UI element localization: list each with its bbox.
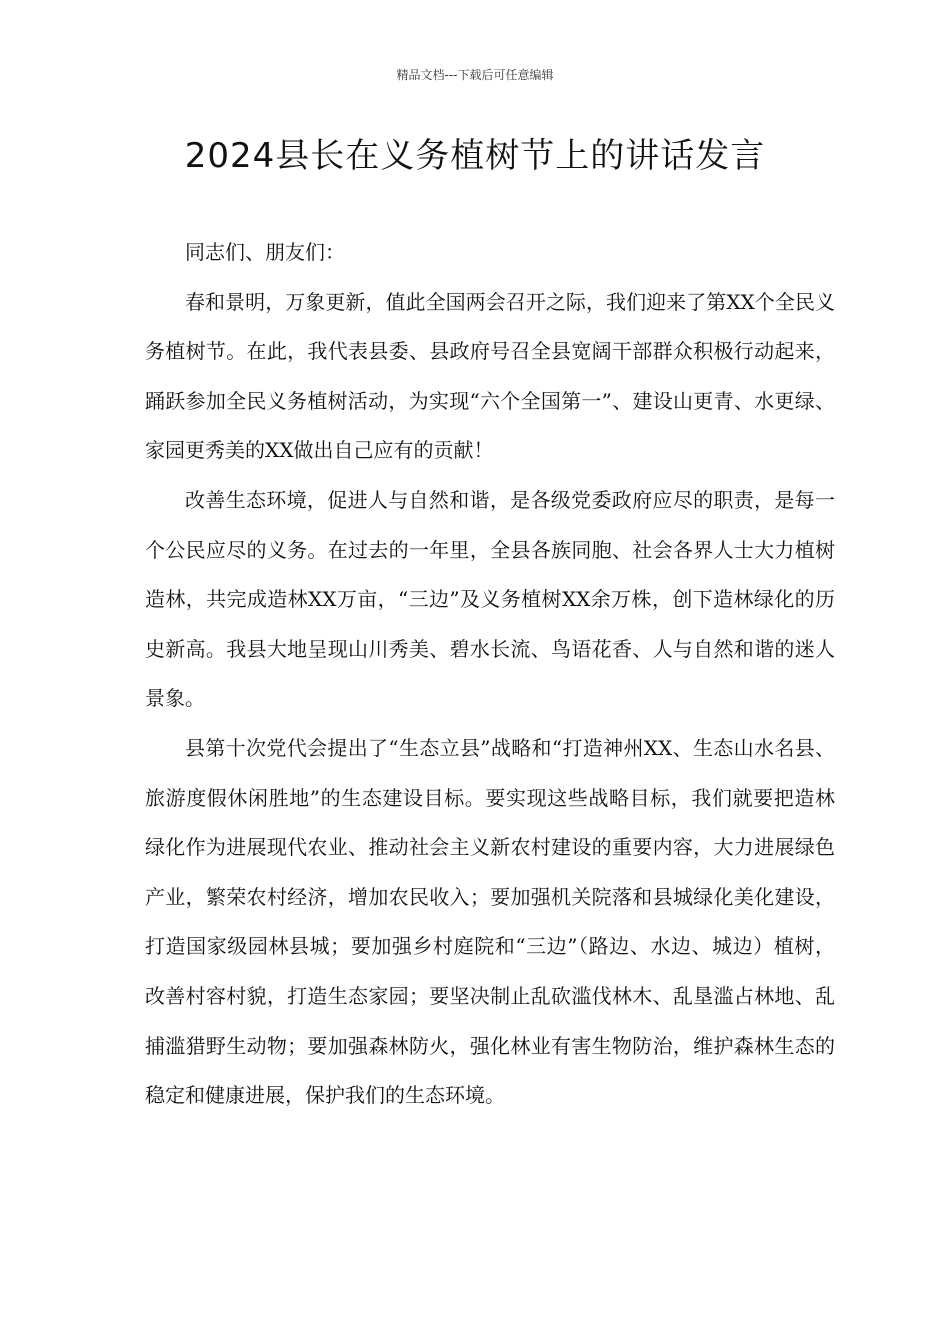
paragraph-3: 县第十次党代会提出了“生态立县”战略和“打造神州XX、生态山水名县、旅游度假休闲胜地”的生态建设目标。要实现这些战略目标，我们就要把造林绿化作为进展现代农业、推动社会主义新农村建设的重要内容，大力进展绿色产业，繁荣农村经济，增加农民收入；要加强机关院落和县城绿化美化建设，打造国家级园林县城；要加强乡村庭院和“三边”（路边、水边、城边）植树，改善村容村貌，打造生态家园；要坚决制止乱砍滥伐林木、乱垦滥占林地、乱捕滥猎野生动物；要加强森林防火，强化林业有害生物防治，维护森林生态的稳定和健康进展，保护我们的生态环境。: [145, 735, 835, 1108]
paragraph-1: 春和景明，万象更新，值此全国两会召开之际，我们迎来了第XX个全民义务植树节。在此，我代表县委、县政府号召全县宽阔干部群众积极行动起来，踊跃参加全民义务植树活动，为实现“六个全国第一”、建设山更青、水更绿、家园更秀美的XX做出自己应有的贡献！: [145, 289, 835, 463]
salutation: 同志们、朋友们：: [185, 240, 345, 264]
document-body: [145, 228, 835, 1121]
paragraph-2: 改善生态环境，促进人与自然和谐，是各级党委政府应尽的职责，是每一个公民应尽的义务。在过去的一年里，全县各族同胞、社会各界人士大力植树造林，共完成造林XX万亩，“三边”及义务植树XX余万株，创下造林绿化的历史新高。我县大地呈现山川秀美、碧水长流、鸟语花香、人与自然和谐的迷人景象。: [145, 487, 835, 711]
document-title: 2024县长在义务植树节上的讲话发言: [184, 136, 766, 176]
page-header: 精品文档---下载后可任意编辑: [396, 68, 554, 82]
